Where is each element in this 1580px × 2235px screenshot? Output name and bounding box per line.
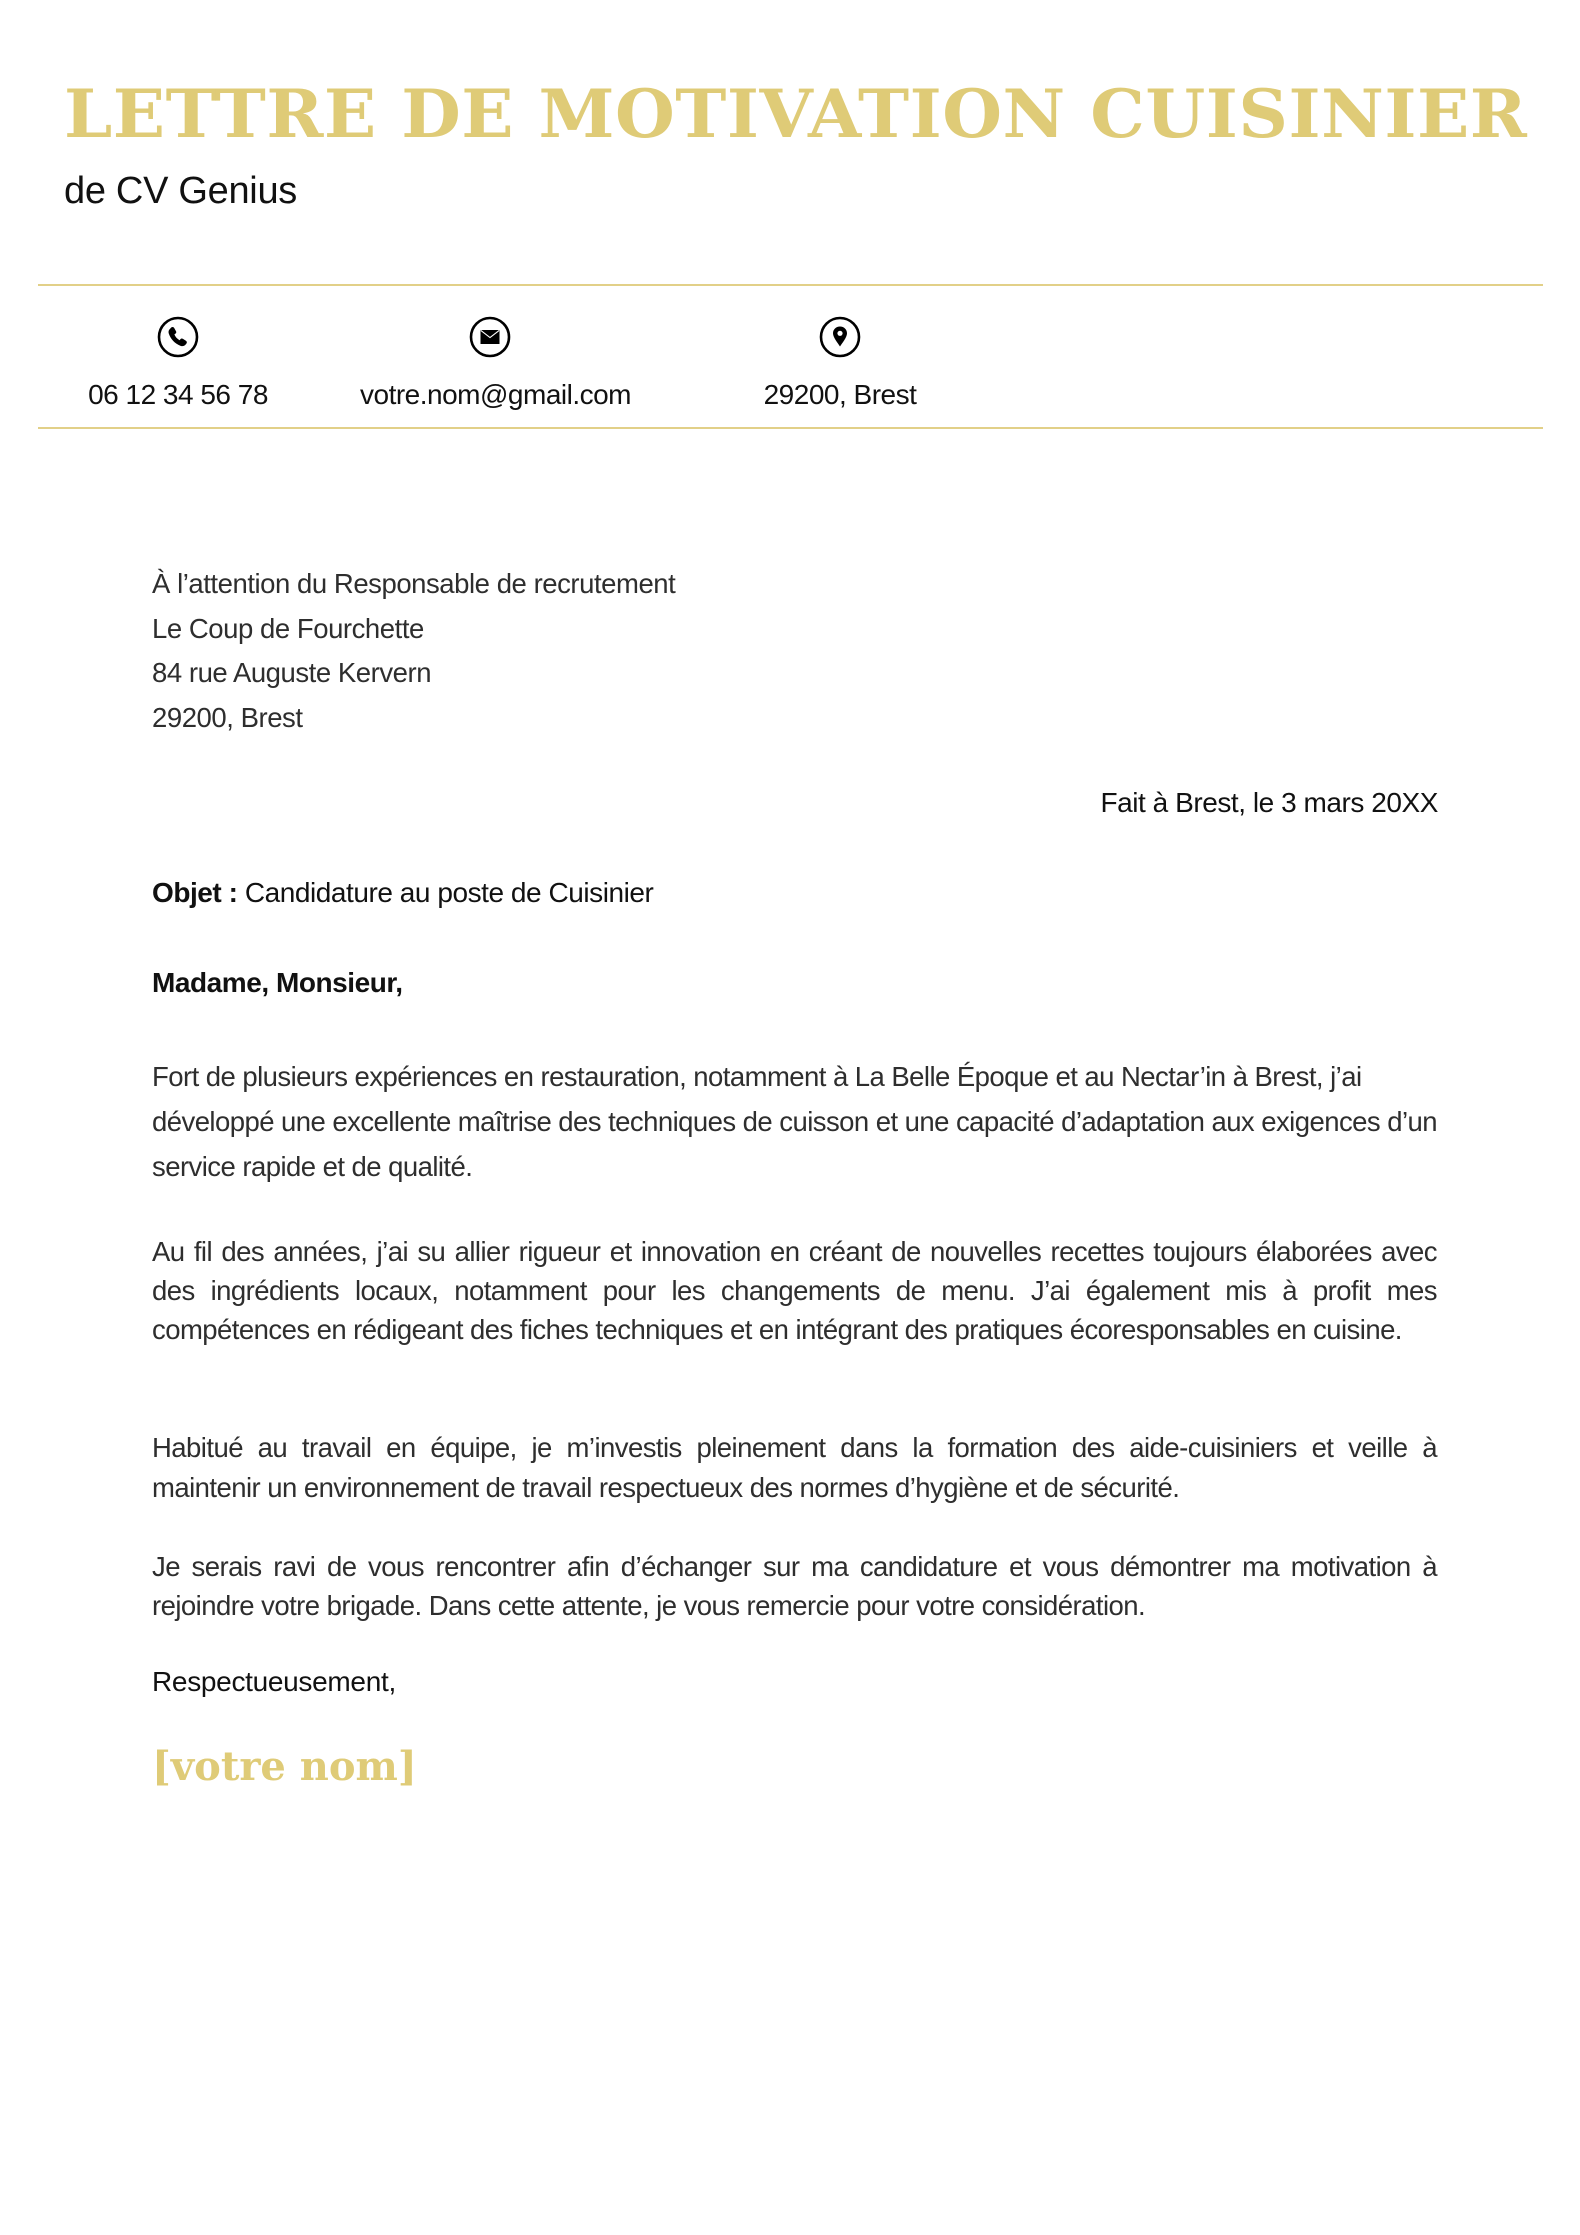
location-pin-icon <box>819 316 861 358</box>
envelope-icon <box>469 316 511 358</box>
document-subtitle: de CV Genius <box>64 170 297 212</box>
phone-number: 06 12 34 56 78 <box>88 379 268 410</box>
document-title: LETTRE DE MOTIVATION CUISINIER <box>64 75 1528 153</box>
contact-address <box>710 316 970 412</box>
recipient-block <box>152 562 675 740</box>
subject-text: Candidature au poste de Cuisinier <box>237 877 654 908</box>
body-paragraph: Je serais ravi de vous rencontrer afin d’échanger sur ma candidature et vous démontrer ma motivation à rejoindre votre brigade. Dans cette attente, je vous remercie pour votre considération. <box>152 1551 1437 1621</box>
subject-label: Objet : <box>152 877 238 908</box>
signature-placeholder: [votre nom] <box>152 1743 417 1790</box>
recipient-line: 84 rue Auguste Kervern <box>152 657 432 689</box>
address: 29200, Brest <box>763 379 917 410</box>
letter-date: Fait à Brest, le 3 mars 20XX <box>1100 787 1438 818</box>
recipient-line: Le Coup de Fourchette <box>152 612 424 644</box>
phone-icon <box>157 316 199 358</box>
body-paragraph: Au fil des années, j’ai su allier rigueur et innovation en créant de nouvelles recettes toujours élaborées avec des ingrédients locaux, notamment pour les changements de menu. J’ai également mis à profit mes compétences en rédigeant des fiches techniques et en intégrant des pratiques écoresponsables en cuisine. <box>152 1236 1437 1345</box>
closing: Respectueusement, <box>152 1666 396 1697</box>
header-divider-bottom <box>38 427 1543 429</box>
recipient-line: 29200, Brest <box>152 701 303 733</box>
email-address: votre.nom@gmail.com <box>360 379 632 410</box>
header-divider-top <box>38 284 1543 286</box>
salutation: Madame, Monsieur, <box>152 967 403 998</box>
subject-line <box>152 876 653 910</box>
contact-email <box>360 316 632 412</box>
contact-phone <box>48 316 308 412</box>
body-paragraph: Habitué au travail en équipe, je m’investis pleinement dans la formation des aide-cuisiniers et veille à maintenir un environnement de travail respectueux des normes d’hygiène et de sécurité. <box>152 1432 1437 1503</box>
recipient-line: À l’attention du Responsable de recrutement <box>152 568 676 599</box>
body-paragraph: Fort de plusieurs expériences en restauration, notamment à La Belle Époque et au Nectar’in à Brest, j’ai développé une excellente maîtrise des techniques de cuisson et une capacité d’adaptation aux exigences d’un service rapide et de qualité. <box>152 1061 1437 1182</box>
